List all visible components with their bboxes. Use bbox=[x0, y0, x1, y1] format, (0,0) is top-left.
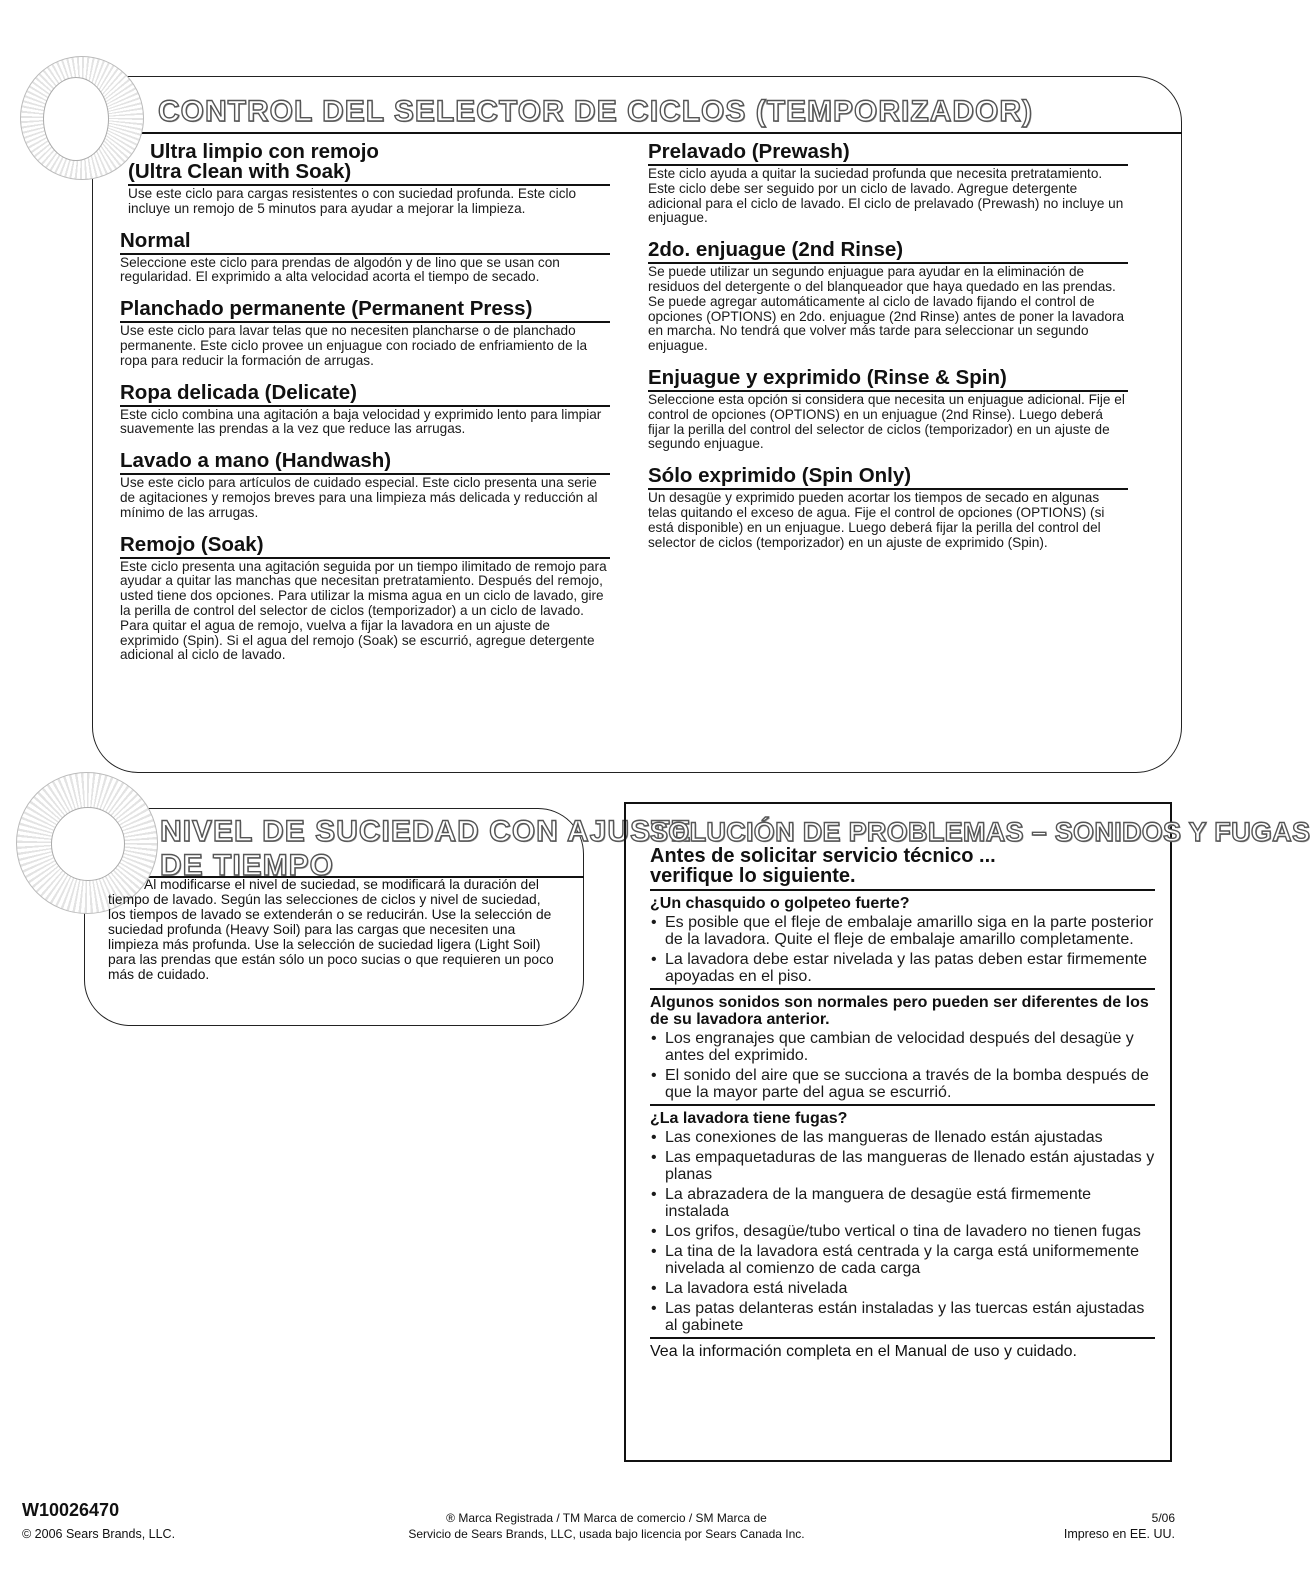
cycle-heading-2: (Ultra Clean with Soak) bbox=[128, 162, 610, 186]
cycle-description: Use este ciclo para artículos de cuidado especial. Este ciclo presenta una serie de agitaciones y remojos breves para una limpieza más delicada y reducción al mínimo de las arrugas. bbox=[120, 475, 598, 520]
cycle-description: Use este ciclo para lavar telas que no necesiten plancharse o de planchado permanente. Este ciclo provee un enjuague con rociado de enfriamiento de la ropa para reducir la formación de arrugas. bbox=[120, 323, 588, 368]
cycle-selector-title: CONTROL DEL SELECTOR DE CICLOS (TEMPORIZADOR) bbox=[158, 95, 1034, 128]
cycle-description: Seleccione este ciclo para prendas de algodón y de lino que se usan con regularidad. El exprimido a alta velocidad acorta el tiempo de secado. bbox=[120, 254, 560, 285]
divider bbox=[650, 889, 1155, 891]
cycle-heading: Prelavado (Prewash) bbox=[648, 142, 1128, 166]
copyright: © 2006 Sears Brands, LLC. bbox=[22, 1527, 176, 1541]
troubleshooting-list bbox=[650, 914, 1155, 985]
document-code: W10026470 bbox=[22, 1500, 120, 1520]
list-item: • La lavadora está nivelada bbox=[650, 1280, 1155, 1297]
cycle-description: Use este ciclo para cargas resistentes o con suciedad profunda. Este ciclo incluye un remojo de 5 minutos para ayudar a mejorar la limpieza. bbox=[128, 186, 577, 216]
list-item: • La lavadora debe estar nivelada y las patas deben estar firmemente apoyadas en el piso. bbox=[650, 951, 1155, 985]
divider bbox=[650, 1104, 1155, 1106]
list-item: • Las conexiones de las mangueras de llenado están ajustadas bbox=[650, 1129, 1155, 1146]
cycle-prewash bbox=[648, 142, 1128, 226]
troubleshooting-lead-2: verifique lo siguiente. bbox=[650, 865, 856, 887]
cycle-normal bbox=[120, 228, 610, 286]
list-item: • Los engranajes que cambian de velocidad después del desagüe y antes del exprimido. bbox=[650, 1030, 1155, 1064]
divider bbox=[650, 1337, 1155, 1339]
soil-level-text: Al modificarse el nivel de suciedad, se modificará la duración del tiempo de lavado. Según las selecciones de ciclos y nivel de suciedad, los tiempos de lavado se extenderán o se reducirán. Use la selección de suciedad profunda (Heavy Soil) para las cargas que necesiten una limpieza más profunda. Use la selección de suciedad ligera (Light Soil) para las prendas que están sólo un poco sucias o que requieren un poco más de cuidado. bbox=[108, 877, 554, 982]
troubleshooting-lead-1: Antes de solicitar servicio técnico ... bbox=[650, 845, 996, 867]
list-item: • Las patas delanteras están instaladas y las tuercas están ajustadas al gabinete bbox=[650, 1300, 1155, 1334]
cycle-left-column bbox=[120, 138, 610, 663]
cycle-permanent-press bbox=[120, 299, 610, 368]
soil-level-title-line1: NIVEL DE SUCIEDAD CON AJUSTE bbox=[160, 815, 692, 848]
cycle-description: Este ciclo combina una agitación a baja velocidad y exprimido lento para limpiar suavemente las prendas a la vez que reduce las arrugas. bbox=[120, 406, 602, 437]
cycle-heading: Ultra limpio con remojo bbox=[150, 140, 379, 163]
list-item: • La abrazadera de la manguera de desagüe está firmemente instalada bbox=[650, 1186, 1155, 1220]
cycle-heading: Remojo (Soak) bbox=[120, 535, 610, 559]
printed-in: Impreso en EE. UU. bbox=[1063, 1527, 1175, 1541]
cycle-delicate bbox=[120, 380, 610, 438]
list-item: • El sonido del aire que se succiona a través de la bomba después de que la mayor parte del agua se escurrió. bbox=[650, 1067, 1155, 1101]
cycle-heading: Normal bbox=[120, 231, 610, 255]
cycle-selector-rule bbox=[140, 132, 1182, 134]
cycle-description: Se puede utilizar un segundo enjuague para ayudar en la eliminación de residuos del detergente o del blanqueador que haya quedado en las prendas. Se puede agregar automáticamente al ciclo de lavado fijando el control de opciones (OPTIONS) en 2do. enjuague (2nd Rinse) antes de poner la lavadora en marcha. No tendrá que volver más tarde para seleccionar un segundo enjuague. bbox=[648, 264, 1125, 354]
list-item: • Los grifos, desagüe/tubo vertical o tina de lavadero no tienen fugas bbox=[650, 1223, 1155, 1240]
troubleshooting-footer-note: Vea la información completa en el Manual de uso y cuidado. bbox=[650, 1343, 1077, 1360]
troubleshooting-question: Algunos sonidos son normales pero pueden ser diferentes de los de su lavadora anterior. bbox=[650, 994, 1149, 1028]
troubleshooting-list bbox=[650, 1129, 1155, 1334]
divider bbox=[650, 988, 1155, 990]
list-item: • La tina de la lavadora está centrada y la carga está uniformemente nivelada al comienzo de cada carga bbox=[650, 1243, 1155, 1277]
dial-knob-shape bbox=[43, 77, 109, 161]
list-item: • Es posible que el fleje de embalaje amarillo siga en la parte posterior de la lavadora. Quite el fleje de embalaje amarillo completamente. bbox=[650, 914, 1155, 948]
soil-level-title bbox=[160, 815, 691, 883]
list-item: • Las empaquetaduras de las mangueras de llenado están ajustadas y planas bbox=[650, 1149, 1155, 1183]
dial-knob-shape bbox=[51, 807, 125, 881]
troubleshooting-question: ¿La lavadora tiene fugas? bbox=[650, 1110, 848, 1127]
troubleshooting-title: SOLUCIÓN DE PROBLEMAS – SONIDOS Y FUGAS bbox=[650, 817, 1310, 847]
cycle-description: Este ciclo presenta una agitación seguida por un tiempo ilimitado de remojo para ayudar a quitar las manchas que necesitan pretratamiento. Después del remojo, usted tiene dos opciones. Para utilizar la misma agua en un ciclo de lavado, gire la perilla de control del selector de ciclos (temporizador) a un ciclo de lavado. Para quitar el agua de remojo, vuelva a fijar la lavadora en un ajuste de exprimido (Spin). Si el agua del remojo (Soak) se escurrió, agregue detergente adicional al ciclo de lavado. bbox=[120, 558, 607, 663]
soil-level-title-line2: DE TIEMPO bbox=[160, 849, 335, 882]
cycle-handwash bbox=[120, 451, 610, 520]
troubleshooting-body bbox=[650, 846, 1155, 1361]
cycle-heading: Lavado a mano (Handwash) bbox=[120, 451, 610, 475]
cycle-heading: Enjuague y exprimido (Rinse & Spin) bbox=[648, 368, 1128, 392]
trademark-line-1: ® Marca Registrada / TM Marca de comercio / SM Marca de bbox=[446, 1511, 767, 1525]
cycle-heading: Planchado permanente (Permanent Press) bbox=[120, 299, 610, 323]
cycle-rinse-spin bbox=[648, 365, 1128, 452]
cycle-ultra-clean-body bbox=[128, 162, 610, 217]
cycle-spin-only bbox=[648, 466, 1128, 550]
print-date: 5/06 bbox=[1151, 1511, 1175, 1525]
cycle-heading: 2do. enjuague (2nd Rinse) bbox=[648, 240, 1128, 264]
troubleshooting-list bbox=[650, 1030, 1155, 1101]
cycle-description: Un desagüe y exprimido pueden acortar los tiempos de secado en algunas telas quitando el exceso de agua. Fije el control de opciones (OPTIONS) (si está disponible) en un enjuague. Luego deberá fijar la perilla del control del selector de ciclos (temporizador) en un ajuste de exprimido (Spin). bbox=[648, 490, 1105, 550]
cycle-2nd-rinse bbox=[648, 240, 1128, 354]
troubleshooting-question: ¿Un chasquido o golpeteo fuerte? bbox=[650, 895, 910, 912]
cycle-right-column bbox=[648, 138, 1128, 550]
cycle-heading: Ropa delicada (Delicate) bbox=[120, 383, 610, 407]
cycle-soak bbox=[120, 532, 610, 664]
trademark-line-2: Servicio de Sears Brands, LLC, usada bajo licencia por Sears Canada Inc. bbox=[408, 1527, 805, 1541]
cycle-heading: Sólo exprimido (Spin Only) bbox=[648, 466, 1128, 490]
cycle-ultra-clean bbox=[120, 142, 610, 162]
cycle-description: Este ciclo ayuda a quitar la suciedad profunda que necesita pretratamiento. Este ciclo debe ser seguido por un ciclo de lavado. Agregue detergente adicional para el ciclo de lavado. El ciclo de prelavado (Prewash) no incluye un enjuague. bbox=[648, 166, 1124, 226]
cycle-description: Seleccione esta opción si considera que necesita un enjuague adicional. Fije el control de opciones (OPTIONS) en un enjuague (2nd Rinse). Luego deberá fijar la perilla del control del selector de ciclos (temporizador) en un ajuste de segundo enjuague. bbox=[648, 391, 1125, 452]
